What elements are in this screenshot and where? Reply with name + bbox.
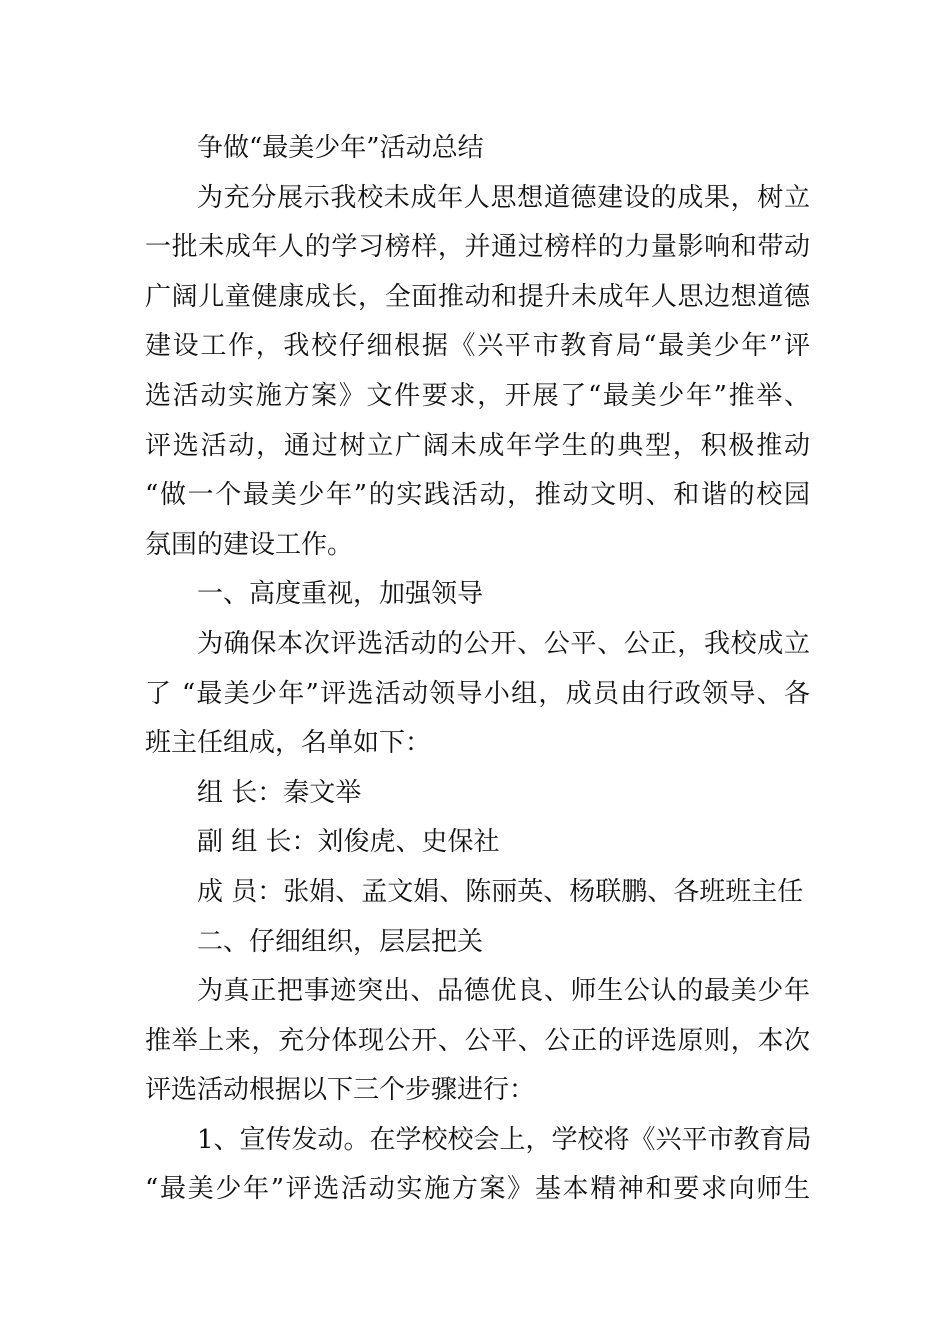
member-line: 副 组 长：刘俊虎、史保社	[197, 827, 500, 858]
paragraph-line: 为充分展示我校未成年人思想道德建设的成果，树立	[197, 182, 810, 213]
paragraph-line: 一批未成年人的学习榜样，并通过榜样的力量影响和带动	[145, 232, 810, 263]
paragraph-line: 推举上来，充分体现公开、公平、公正的评选原则，本次	[145, 1025, 810, 1056]
paragraph-line: 为确保本次评选活动的公开、公平、公正，我校成立	[197, 628, 810, 659]
paragraph-line: 为真正把事迹突出、品德优良、师生公认的最美少年	[197, 976, 810, 1007]
document-title: 争做“最美少年”活动总结	[197, 133, 484, 163]
paragraph-line: 评选活动，通过树立广阔未成年学生的典型，积极推动	[145, 430, 810, 461]
paragraph-line: 广阔儿童健康成长，全面推动和提升未成年人思边想道德	[145, 281, 810, 312]
paragraph-line: 1、宣传发动。在学校校会上，学校将《兴平市教育局	[197, 1124, 812, 1155]
paragraph-line: “做一个最美少年”的实践活动，推动文明、和谐的校园	[145, 480, 810, 511]
paragraph-line: 评选活动根据以下三个步骤进行：	[145, 1075, 536, 1106]
paragraph-line: 班主任组成，名单如下：	[145, 728, 432, 759]
paragraph-line: “最美少年”评选活动实施方案》基本精神和要求向师生	[145, 1174, 810, 1205]
paragraph-line: 建设工作，我校仔细根据《兴平市教育局“最美少年”评	[145, 331, 810, 362]
member-line: 成 员：张娟、孟文娟、陈丽英、杨联鹏、各班班主任	[197, 876, 804, 907]
paragraph-line: 氛围的建设工作。	[145, 529, 354, 560]
paragraph-line: 了 “最美少年”评选活动领导小组，成员由行政领导、各	[145, 678, 810, 709]
member-line: 组 长：秦文举	[197, 777, 362, 808]
document-body	[145, 124, 810, 1215]
paragraph-line: 选活动实施方案》文件要求，开展了“最美少年”推举、	[145, 380, 810, 411]
section-heading: 二、仔细组织，层层把关	[197, 926, 484, 957]
section-heading: 一、高度重视，加强领导	[197, 579, 484, 610]
